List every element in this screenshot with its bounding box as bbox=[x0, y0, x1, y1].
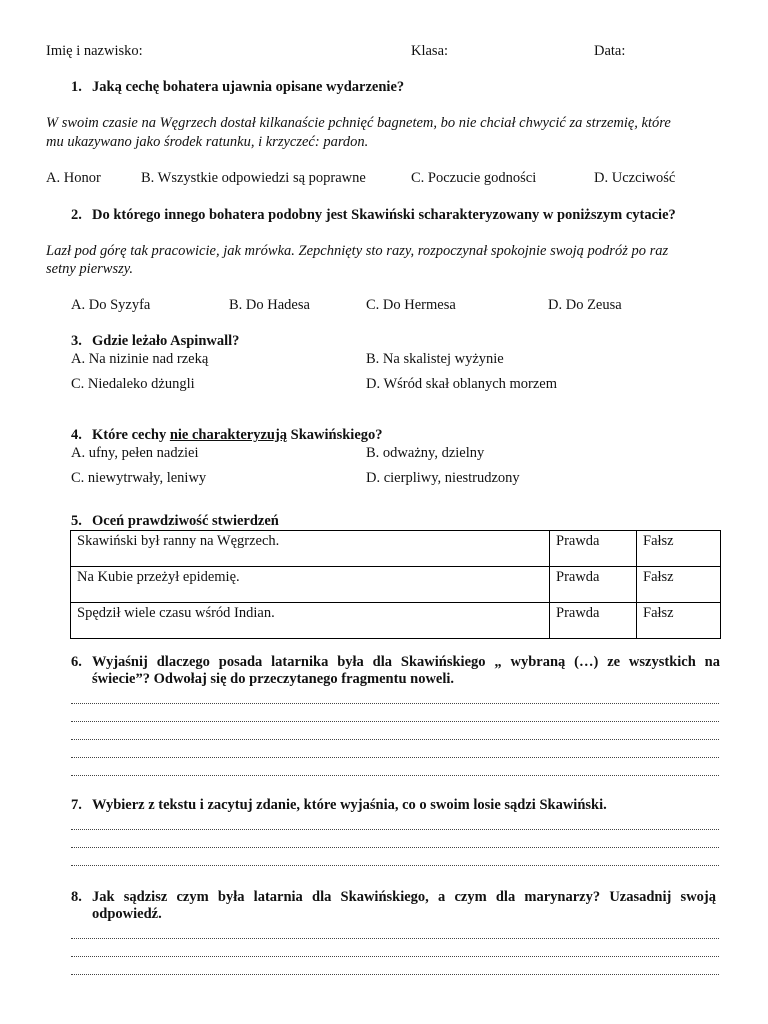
q8-number: 8. bbox=[71, 889, 82, 905]
answer-line[interactable] bbox=[71, 765, 719, 776]
q4-option-c[interactable]: C. niewytrwały, leniwy bbox=[71, 470, 207, 486]
answer-line[interactable] bbox=[71, 928, 719, 939]
table-row bbox=[71, 567, 721, 603]
answer-line[interactable] bbox=[71, 946, 719, 957]
statement-cell: Spędził wiele czasu wśród Indian. bbox=[71, 603, 550, 639]
q6-number: 6. bbox=[71, 654, 82, 670]
true-cell[interactable]: Prawda bbox=[550, 567, 637, 603]
q4-number: 4. bbox=[71, 427, 82, 443]
q5-number: 5. bbox=[71, 513, 82, 529]
q2-option-a[interactable]: A. Do Syzyfa bbox=[71, 297, 151, 313]
false-cell[interactable]: Fałsz bbox=[637, 531, 721, 567]
false-cell[interactable]: Fałsz bbox=[637, 603, 721, 639]
table-row bbox=[71, 531, 721, 567]
q3-option-b[interactable]: B. Na skalistej wyżynie bbox=[366, 351, 504, 367]
q4-option-a[interactable]: A. ufny, pełen nadziei bbox=[71, 445, 199, 461]
table-row bbox=[71, 603, 721, 639]
statement-cell: Na Kubie przeżył epidemię. bbox=[71, 567, 550, 603]
q1-option-a[interactable]: A. Honor bbox=[46, 170, 101, 186]
q1-option-d[interactable]: D. Uczciwość bbox=[594, 170, 676, 186]
name-label: Imię i nazwisko: bbox=[46, 43, 143, 59]
q4-question-underlined: nie charakteryzują bbox=[169, 427, 288, 443]
q3-question: Gdzie leżało Aspinwall? bbox=[92, 333, 240, 349]
q1-question: Jaką cechę bohatera ujawnia opisane wydarzenie? bbox=[92, 79, 405, 95]
q3-number: 3. bbox=[71, 333, 82, 349]
true-false-table bbox=[70, 530, 721, 639]
date-label: Data: bbox=[594, 43, 626, 59]
q5-question: Oceń prawdziwość stwierdzeń bbox=[92, 513, 279, 529]
q2-quote-line1: Lazł pod górę tak pracowicie, jak mrówka. Zepchnięty sto razy, rozpoczynał spokojnie swoją podróż po raz bbox=[46, 243, 669, 259]
q3-option-d[interactable]: D. Wśród skał oblanych morzem bbox=[366, 376, 558, 392]
q4-question-pre: Które cechy bbox=[92, 427, 170, 443]
q3-option-c[interactable]: C. Niedaleko dżungli bbox=[71, 376, 195, 392]
statement-cell: Skawiński był ranny na Węgrzech. bbox=[71, 531, 550, 567]
answer-line[interactable] bbox=[71, 693, 719, 704]
answer-line[interactable] bbox=[71, 819, 719, 830]
q6-question-line1: Wyjaśnij dlaczego posada latarnika była dla Skawińskiego „ wybraną (…) ze wszystkich na bbox=[92, 654, 720, 670]
answer-line[interactable] bbox=[71, 855, 719, 866]
answer-line[interactable] bbox=[71, 964, 719, 975]
q2-question: Do którego innego bohatera podobny jest Skawiński scharakteryzowany w poniższym cytacie? bbox=[92, 207, 676, 223]
q4-question-post: Skawińskiego? bbox=[287, 427, 383, 443]
q2-option-c[interactable]: C. Do Hermesa bbox=[366, 297, 456, 313]
true-cell[interactable]: Prawda bbox=[550, 531, 637, 567]
q8-question-line1: Jak sądzisz czym była latarnia dla Skawińskiego, a czym dla marynarzy? Uzasadnij swoją bbox=[92, 889, 716, 905]
q3-option-a[interactable]: A. Na nizinie nad rzeką bbox=[71, 351, 209, 367]
q1-number: 1. bbox=[71, 79, 82, 95]
false-cell[interactable]: Fałsz bbox=[637, 567, 721, 603]
q1-quote-line2: mu ukazywano jako środek ratunku, i krzyczeć: pardon. bbox=[46, 134, 369, 150]
q4-option-b[interactable]: B. odważny, dzielny bbox=[366, 445, 485, 461]
q1-option-c[interactable]: C. Poczucie godności bbox=[411, 170, 537, 186]
q6-question-line2: świecie”? Odwołaj się do przeczytanego fragmentu noweli. bbox=[92, 671, 455, 687]
answer-line[interactable] bbox=[71, 711, 719, 722]
q1-quote-line1: W swoim czasie na Węgrzech dostał kilkanaście pchnięć bagnetem, bo nie chciał chwycić za strzemię, które bbox=[46, 115, 671, 131]
answer-line[interactable] bbox=[71, 747, 719, 758]
q2-number: 2. bbox=[71, 207, 82, 223]
q4-question bbox=[92, 427, 383, 444]
q2-option-b[interactable]: B. Do Hadesa bbox=[229, 297, 310, 313]
q2-quote-line2: setny pierwszy. bbox=[46, 261, 133, 277]
q7-question: Wybierz z tekstu i zacytuj zdanie, które wyjaśnia, co o swoim losie sądzi Skawiński. bbox=[92, 797, 607, 813]
answer-line[interactable] bbox=[71, 729, 719, 740]
answer-line[interactable] bbox=[71, 837, 719, 848]
q2-option-d[interactable]: D. Do Zeusa bbox=[548, 297, 622, 313]
q8-question-line2: odpowiedź. bbox=[92, 906, 162, 922]
class-label: Klasa: bbox=[411, 43, 449, 59]
q1-option-b[interactable]: B. Wszystkie odpowiedzi są poprawne bbox=[141, 170, 366, 186]
q4-option-d[interactable]: D. cierpliwy, niestrudzony bbox=[366, 470, 520, 486]
true-cell[interactable]: Prawda bbox=[550, 603, 637, 639]
q7-number: 7. bbox=[71, 797, 82, 813]
